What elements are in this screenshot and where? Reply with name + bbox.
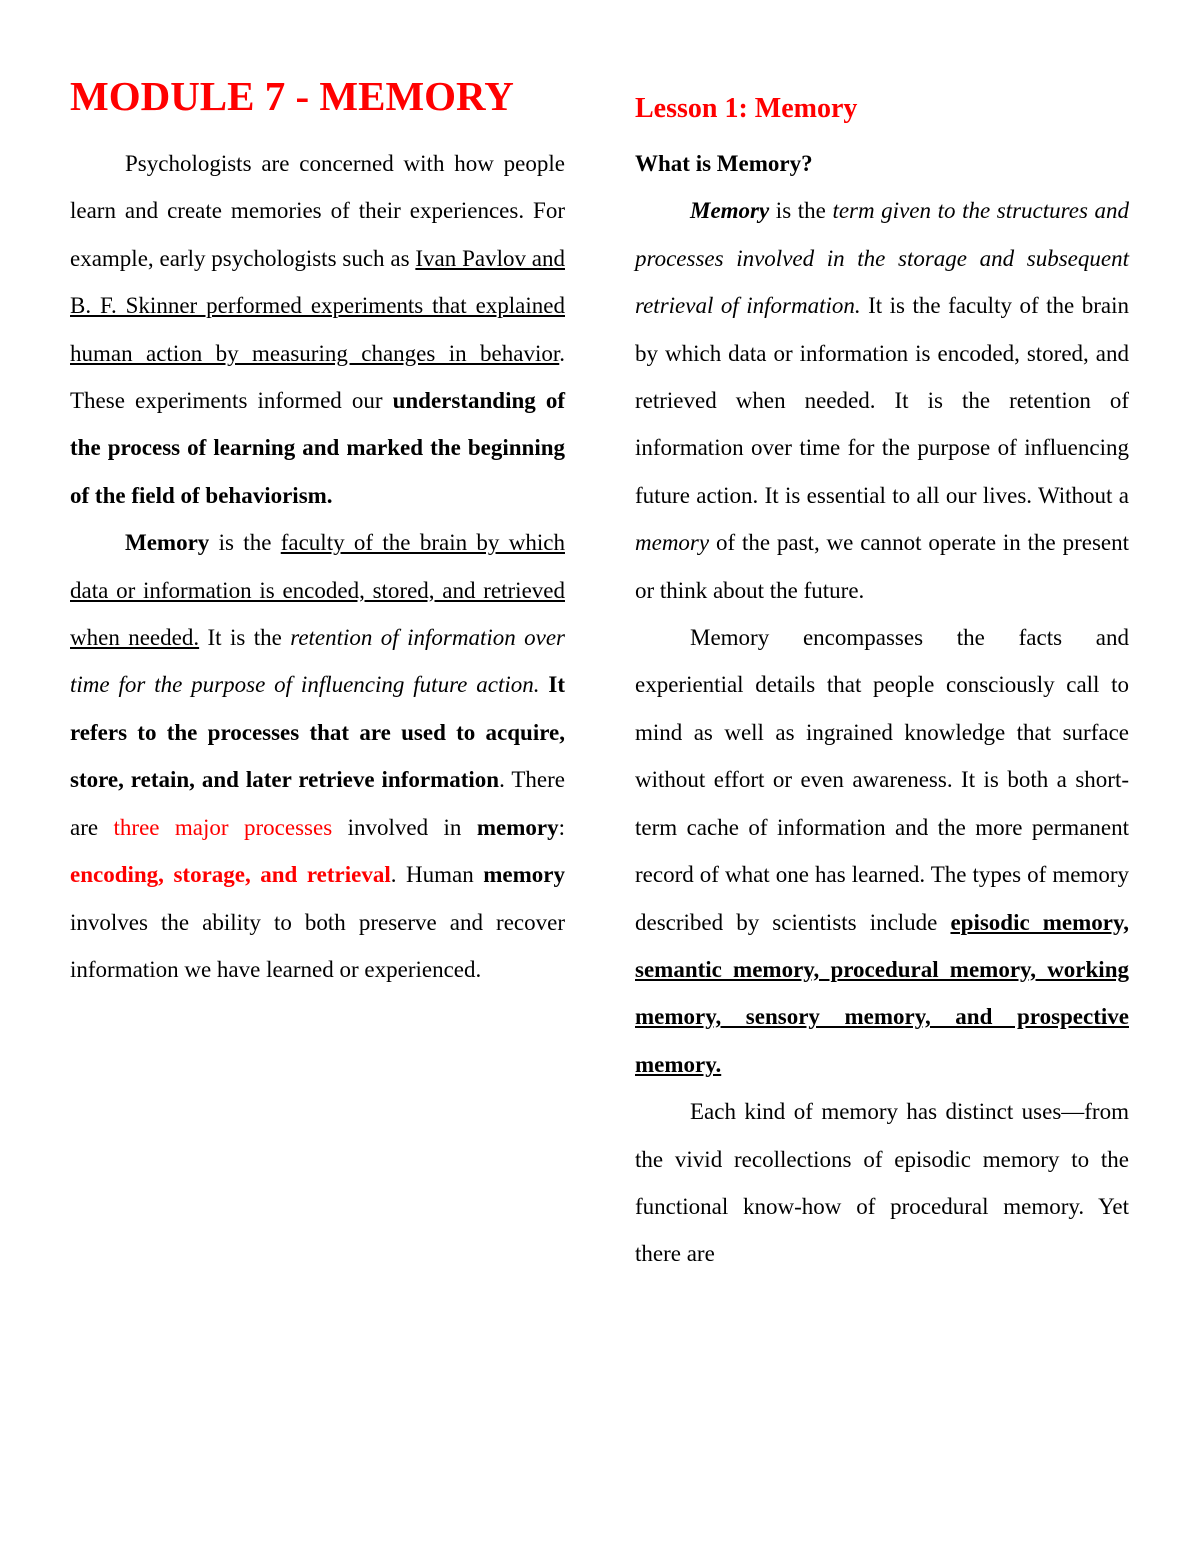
retention-italic: retention of information over time for the purpose of influencing future action.	[70, 625, 565, 698]
term-definition-italic: term given to the structures and processes involved in the storage and subsequent retrieval of information.	[635, 198, 1129, 319]
text-run: involves the ability to both preserve and recover information we have learned or experienced.	[70, 909, 565, 982]
faculty-definition-underlined: faculty of the brain by which data or information is encoded, stored, and retrieved when needed.	[70, 530, 565, 651]
memory-bold-italic: Memory	[690, 198, 770, 224]
memory-bold-3: memory	[483, 862, 565, 888]
behaviorism-bold: understanding of the process of learning and marked the beginning of the field of behaviorism.	[70, 388, 565, 508]
text-run: It is the faculty of the brain by which data or information is encoded, stored, and retrieved when needed. It is the retention of information over time for the purpose of influencing future action. It is essential to all our lives. Without a	[635, 293, 1129, 508]
memory-types-paragraph	[635, 614, 1129, 1088]
encoding-storage-retrieval-red: encoding, storage, and retrieval	[70, 862, 391, 888]
text-run: Memory encompasses the facts and experiential details that people consciously call to mind as well as ingrained knowledge that surface without effort or even awareness. It is both a short-term cache of information and the more permanent record of what one has learned. The types of memory described by scientists include	[635, 625, 1129, 935]
memory-types-list: episodic memory, semantic memory, procedural memory, working memory, sensory memory, and prospective memory.	[635, 909, 1129, 1077]
text-run: . There are	[70, 767, 565, 840]
pavlov-skinner-underlined: Ivan Pavlov and B. F. Skinner performed experiments that explained human action by measuring changes in behavior	[70, 245, 565, 366]
right-text-flow	[635, 140, 1129, 1278]
processes-bold: It refers to the processes that are used to acquire, store, retain, and later retrieve information	[70, 672, 566, 793]
memory-term-paragraph	[635, 187, 1129, 614]
memory-bold: Memory	[125, 530, 210, 556]
memory-definition-paragraph	[70, 519, 565, 993]
memory-bold-2: memory	[476, 814, 559, 840]
text-run: It is the	[199, 625, 291, 651]
text-run: involved in	[332, 814, 477, 840]
intro-text: Psychologists are concerned with how people learn and create memories of their experiences. For example, early psychologists such as	[70, 151, 565, 271]
text-run: is the	[769, 198, 833, 224]
intro-text-2: . These experiments informed our	[70, 340, 565, 414]
text-run: of the past, we cannot operate in the present or think about the future.	[635, 530, 1129, 603]
intro-paragraph	[70, 140, 565, 519]
memory-italic: memory	[635, 530, 710, 556]
left-text-flow	[70, 140, 565, 993]
memory-uses-paragraph: Each kind of memory has distinct uses—from the vivid recollections of episodic memory to the functional know-how of procedural memory. Yet there are	[635, 1099, 1129, 1267]
text-run: :	[558, 814, 565, 840]
three-major-processes-red: three major processes	[113, 814, 333, 840]
text-run: is the	[209, 530, 281, 556]
text-run: . Human	[390, 862, 484, 888]
what-is-memory-heading: What is Memory?	[635, 151, 813, 176]
module-title: MODULE 7 - MEMORY	[70, 73, 514, 119]
lesson-title: Lesson 1: Memory	[635, 93, 858, 124]
